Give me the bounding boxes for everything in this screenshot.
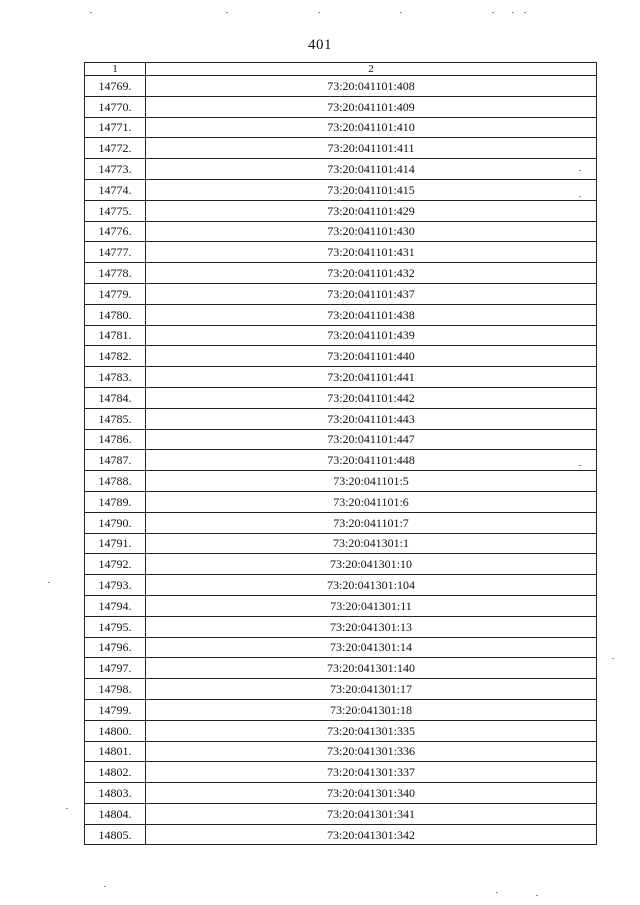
row-number-cell: 14805. (85, 824, 146, 845)
row-number-cell: 14769. (85, 76, 146, 97)
cadastral-number-cell: 73:20:041101:409 (146, 96, 597, 117)
row-number-cell: 14804. (85, 803, 146, 824)
cadastral-number-cell: 73:20:041301:10 (146, 554, 597, 575)
row-number-cell: 14778. (85, 263, 146, 284)
row-number-cell: 14793. (85, 575, 146, 596)
row-number-cell: 14782. (85, 346, 146, 367)
cadastral-number-cell: 73:20:041101:431 (146, 242, 597, 263)
cadastral-number-cell: 73:20:041101:411 (146, 138, 597, 159)
table-row (85, 387, 597, 408)
table-row (85, 762, 597, 783)
row-number-cell: 14791. (85, 533, 146, 554)
cadastral-number-cell: 73:20:041301:337 (146, 762, 597, 783)
table-row (85, 429, 597, 450)
row-number-cell: 14772. (85, 138, 146, 159)
table-row (85, 783, 597, 804)
table-row (85, 346, 597, 367)
cadastral-number-cell: 73:20:041101:415 (146, 179, 597, 200)
row-number-cell: 14784. (85, 387, 146, 408)
table-row (85, 533, 597, 554)
table-row (85, 803, 597, 824)
table-row (85, 263, 597, 284)
table-row (85, 200, 597, 221)
table-row (85, 221, 597, 242)
cadastral-number-cell: 73:20:041301:104 (146, 575, 597, 596)
cadastral-number-cell: 73:20:041101:438 (146, 304, 597, 325)
table-row (85, 96, 597, 117)
cadastral-number-cell: 73:20:041301:18 (146, 699, 597, 720)
cadastral-number-cell: 73:20:041101:442 (146, 387, 597, 408)
row-number-cell: 14785. (85, 408, 146, 429)
table-row (85, 637, 597, 658)
cadastral-number-cell: 73:20:041101:441 (146, 367, 597, 388)
cadastral-number-cell: 73:20:041101:7 (146, 512, 597, 533)
table-row (85, 471, 597, 492)
table-row (85, 179, 597, 200)
cadastral-number-cell: 73:20:041301:13 (146, 616, 597, 637)
row-number-cell: 14786. (85, 429, 146, 450)
cadastral-number-cell: 73:20:041301:336 (146, 741, 597, 762)
cadastral-number-cell: 73:20:041301:341 (146, 803, 597, 824)
row-number-cell: 14792. (85, 554, 146, 575)
column-header-number: 1 (85, 63, 146, 76)
cadastral-number-cell: 73:20:041101:410 (146, 117, 597, 138)
row-number-cell: 14788. (85, 471, 146, 492)
table-row (85, 554, 597, 575)
row-number-cell: 14771. (85, 117, 146, 138)
table-row (85, 575, 597, 596)
table-row (85, 741, 597, 762)
registry-table (84, 62, 597, 845)
row-number-cell: 14773. (85, 159, 146, 180)
cadastral-number-cell: 73:20:041301:1 (146, 533, 597, 554)
cadastral-number-cell: 73:20:041101:429 (146, 200, 597, 221)
cadastral-number-cell: 73:20:041101:430 (146, 221, 597, 242)
cadastral-number-cell: 73:20:041101:5 (146, 471, 597, 492)
cadastral-number-cell: 73:20:041301:17 (146, 679, 597, 700)
row-number-cell: 14802. (85, 762, 146, 783)
table-row (85, 658, 597, 679)
table-row (85, 408, 597, 429)
row-number-cell: 14775. (85, 200, 146, 221)
row-number-cell: 14783. (85, 367, 146, 388)
cadastral-number-cell: 73:20:041101:443 (146, 408, 597, 429)
table-row (85, 512, 597, 533)
table-row (85, 242, 597, 263)
table-row (85, 595, 597, 616)
cadastral-number-cell: 73:20:041301:340 (146, 783, 597, 804)
page-number: 401 (308, 37, 332, 53)
cadastral-number-cell: 73:20:041301:14 (146, 637, 597, 658)
row-number-cell: 14777. (85, 242, 146, 263)
row-number-cell: 14787. (85, 450, 146, 471)
row-number-cell: 14774. (85, 179, 146, 200)
table-row (85, 304, 597, 325)
cadastral-number-cell: 73:20:041101:440 (146, 346, 597, 367)
table-row (85, 283, 597, 304)
row-number-cell: 14794. (85, 595, 146, 616)
cadastral-number-cell: 73:20:041101:6 (146, 491, 597, 512)
cadastral-number-cell: 73:20:041301:342 (146, 824, 597, 845)
row-number-cell: 14803. (85, 783, 146, 804)
row-number-cell: 14789. (85, 491, 146, 512)
table-row (85, 699, 597, 720)
table-row (85, 325, 597, 346)
cadastral-number-cell: 73:20:041301:335 (146, 720, 597, 741)
cadastral-number-cell: 73:20:041101:437 (146, 283, 597, 304)
table-row (85, 138, 597, 159)
cadastral-number-cell: 73:20:041101:447 (146, 429, 597, 450)
cadastral-number-cell: 73:20:041101:432 (146, 263, 597, 284)
table-body (85, 63, 597, 845)
row-number-cell: 14796. (85, 637, 146, 658)
table-row (85, 824, 597, 845)
cadastral-number-cell: 73:20:041301:11 (146, 595, 597, 616)
row-number-cell: 14780. (85, 304, 146, 325)
table-row (85, 720, 597, 741)
column-header-cadastral: 2 (146, 63, 597, 76)
row-number-cell: 14801. (85, 741, 146, 762)
row-number-cell: 14799. (85, 699, 146, 720)
row-number-cell: 14800. (85, 720, 146, 741)
cadastral-number-cell: 73:20:041101:439 (146, 325, 597, 346)
row-number-cell: 14795. (85, 616, 146, 637)
table-row (85, 159, 597, 180)
table-row (85, 76, 597, 97)
table-row (85, 367, 597, 388)
table-row (85, 117, 597, 138)
row-number-cell: 14790. (85, 512, 146, 533)
cadastral-number-cell: 73:20:041301:140 (146, 658, 597, 679)
row-number-cell: 14798. (85, 679, 146, 700)
row-number-cell: 14781. (85, 325, 146, 346)
table-row (85, 679, 597, 700)
cadastral-number-cell: 73:20:041101:414 (146, 159, 597, 180)
row-number-cell: 14776. (85, 221, 146, 242)
row-number-cell: 14797. (85, 658, 146, 679)
table-row (85, 450, 597, 471)
table-header-row (85, 63, 597, 76)
cadastral-number-cell: 73:20:041101:448 (146, 450, 597, 471)
row-number-cell: 14770. (85, 96, 146, 117)
row-number-cell: 14779. (85, 283, 146, 304)
table-row (85, 616, 597, 637)
cadastral-number-cell: 73:20:041101:408 (146, 76, 597, 97)
table-row (85, 491, 597, 512)
